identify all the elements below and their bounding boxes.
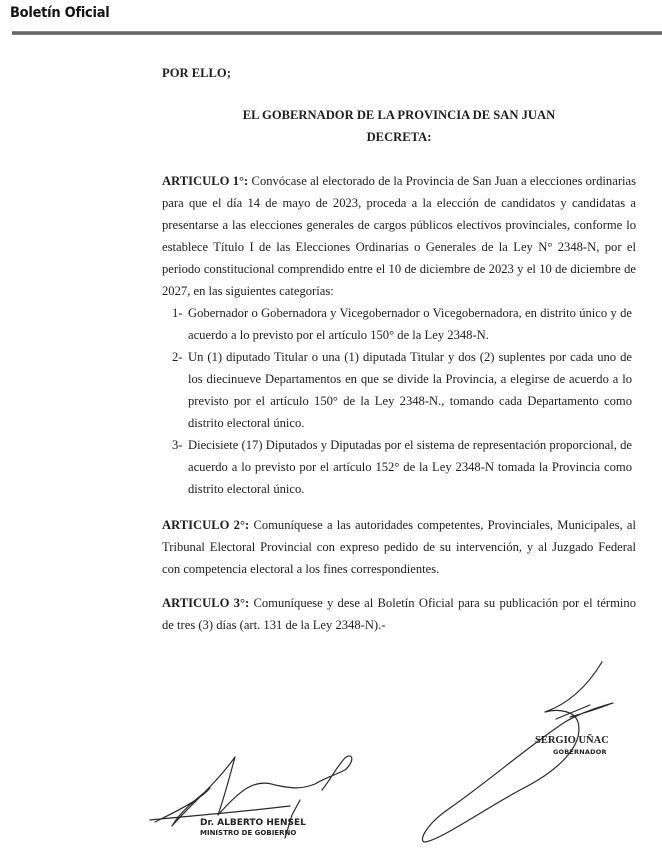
- category-number: 2-: [172, 350, 183, 364]
- article-2-label: ARTICULO 2°:: [162, 518, 250, 532]
- governor-role: GOBERNADOR: [553, 748, 607, 756]
- por-ello: POR ELLO;: [162, 66, 231, 80]
- minister-role: MINISTRO DE GOBIERNO: [200, 829, 297, 837]
- category-text: Gobernador o Gobernadora y Vicegobernador o Vicegobernadora, en distrito único y de acuerdo a lo previsto por el artículo 150° de la Ley 2348-N.: [188, 306, 632, 342]
- minister-name: Dr. ALBERTO HENSEL: [200, 818, 306, 828]
- article-2-text: Comuníquese a las autoridades competentes, Provinciales, Municipales, al Tribunal Electoral Provincial con expreso pedido de su intervención, y al Juzgado Federal con competencia electoral a los fines correspondientes.: [162, 518, 636, 576]
- article-1-text: Convócase al electorado de la Provincia de San Juan a elecciones ordinarias para que el día 14 de mayo de 2023, proceda a la elección de candidatos y candidatas a presentarse a las elecciones generales de cargos públicos electivos provinciales, conforme lo establece Título I de las Elecciones Ordinarias o Generales de la Ley N° 2348-N, por el periodo constitucional comprendido entre el 10 de diciembre de 2023 y el 10 de diciembre de 2027, en las siguientes categorías:: [162, 174, 636, 298]
- article-3-label: ARTICULO 3°:: [162, 596, 250, 610]
- article-3-text: Comuníquese y dese al Boletín Oficial para su publicación por el término de tres (3) días (art. 131 de la Ley 2348-N).-: [162, 596, 637, 632]
- category-text: Diecisiete (17) Diputados y Diputadas por el sistema de representación proporcional, de acuerdo a lo previsto por el artículo 152° de la Ley 2348-N tomada la Provincia como distrito electoral único.: [188, 438, 632, 496]
- header-title: Boletín Oficial: [10, 5, 110, 21]
- article-1-label: ARTICULO 1°:: [162, 174, 249, 188]
- category-text: Un (1) diputado Titular o una (1) diputada Titular y dos (2) suplentes por cada uno de los diecinueve Departamentos en que se divide la Provincia, a elegirse de acuerdo a lo previsto por el artículo 150° de la Ley 2348-N., tomando cada Departamento como distrito electoral único.: [188, 350, 632, 430]
- category-number: 1-: [172, 306, 183, 320]
- decreta-heading: DECRETA:: [366, 130, 432, 144]
- governor-name: SERGIO UÑAC: [535, 735, 609, 746]
- category-number: 3-: [172, 438, 183, 452]
- issuer-heading: EL GOBERNADOR DE LA PROVINCIA DE SAN JUAN: [242, 108, 556, 122]
